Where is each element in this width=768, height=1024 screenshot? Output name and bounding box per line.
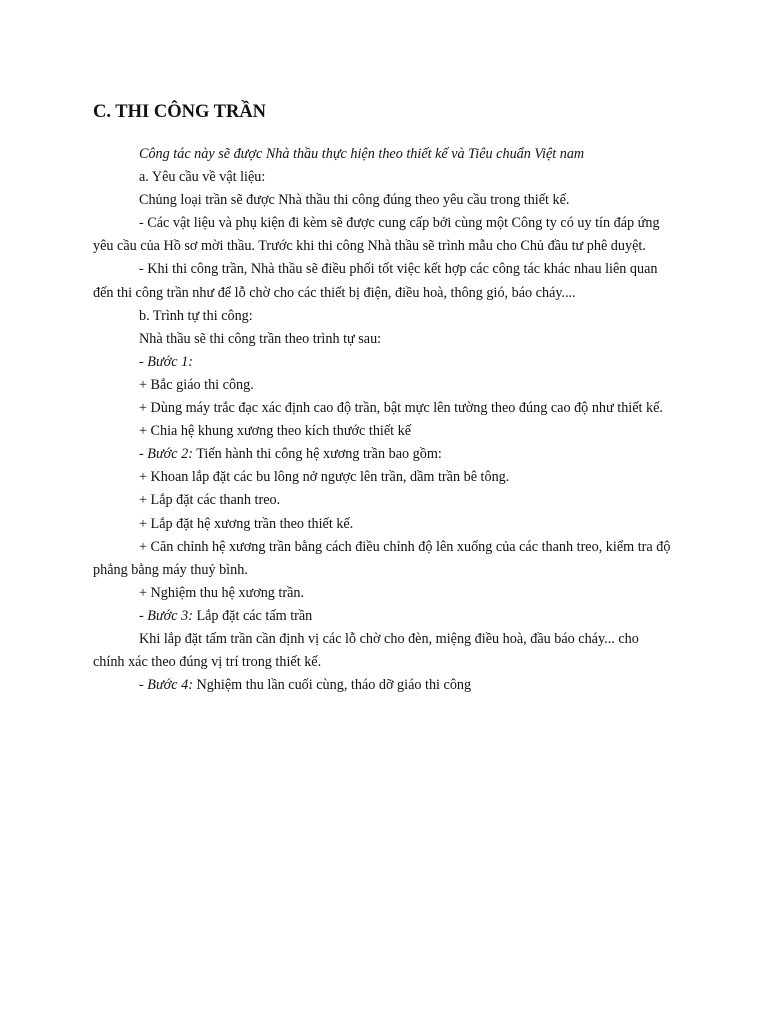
step-4-heading [93,674,683,697]
step-3-prefix: - [139,607,148,624]
step-3-text: Lắp đặt các tấm trần [192,607,313,624]
step-1-label: Bước 1: [147,353,193,370]
step-4-text: Nghiệm thu lần cuối cùng, tháo dỡ giáo thi công [192,677,472,694]
section-a-paragraph-2-line-1: - Các vật liệu và phụ kiện đi kèm sẽ được cung cấp bởi cùng một Công ty có uy tín đáp ứng [139,215,660,232]
step-2-item: + Lắp đặt hệ xương trần theo thiết kế. [139,515,354,532]
step-3-paragraph-line-2: chính xác theo đúng vị trí trong thiết kế. [93,654,322,671]
step-1-item: + Bắc giáo thi công. [139,376,254,393]
step-2-text: Tiến hành thi công hệ xương trần bao gồm: [192,446,442,463]
step-1-prefix: - [139,353,148,370]
step-2-item: + Khoan lắp đặt các bu lông nở ngược lên trần, dầm trần bê tông. [139,469,510,486]
step-2-item: + Lắp đặt các thanh treo. [139,492,281,509]
step-2-adjust-line-1: + Căn chỉnh hệ xương trần bằng cách điều chỉnh độ lên xuống của các thanh treo, kiểm tra độ [139,538,671,555]
step-2-prefix: - [139,446,148,463]
section-a-paragraph-2-line-2: yêu cầu của Hồ sơ mời thầu. Trước khi thi công Nhà thầu sẽ trình mẫu cho Chủ đầu tư phê duyệt. [93,238,646,255]
section-a-paragraph-1: Chủng loại trần sẽ được Nhà thầu thi công đúng theo yêu cầu trong thiết kế. [139,192,570,209]
section-a-title: a. Yêu cầu về vật liệu: [139,169,266,186]
step-3-paragraph-line-1: Khi lắp đặt tấm trần cần định vị các lỗ chờ cho đèn, miệng điều hoà, đầu báo cháy... cho [139,630,639,647]
step-3-label: Bước 3: [147,607,193,624]
step-2-acceptance: + Nghiệm thu hệ xương trần. [139,584,305,601]
section-b-title: b. Trình tự thi công: [139,307,253,324]
intro-paragraph: Công tác này sẽ được Nhà thầu thực hiện theo thiết kế và Tiêu chuẩn Việt nam [139,146,585,162]
section-a-paragraph-3-line-2: đến thi công trần như để lỗ chờ cho các thiết bị điện, điều hoà, thông gió, báo cháy.... [93,284,576,301]
step-2-heading [93,443,683,466]
step-4-label: Bước 4: [147,677,193,694]
step-1-item: + Dùng máy trắc đạc xác định cao độ trần, bật mực lên tường theo đúng cao độ như thiết kế. [139,400,663,417]
section-b-intro: Nhà thầu sẽ thi công trần theo trình tự sau: [139,330,382,347]
step-3-heading [93,605,683,628]
step-1-heading [93,351,683,374]
document-page [93,100,683,697]
step-1-item: + Chia hệ khung xương theo kích thước thiết kế [139,423,412,440]
step-2-adjust-line-2: phẳng bằng máy thuỷ bình. [93,561,248,578]
section-heading: C. THI CÔNG TRẦN [93,102,267,122]
step-4-prefix: - [139,677,148,694]
step-2-label: Bước 2: [147,446,193,463]
section-a-paragraph-3-line-1: - Khi thi công trần, Nhà thầu sẽ điều phối tốt việc kết hợp các công tác khác nhau liên quan [139,261,658,278]
